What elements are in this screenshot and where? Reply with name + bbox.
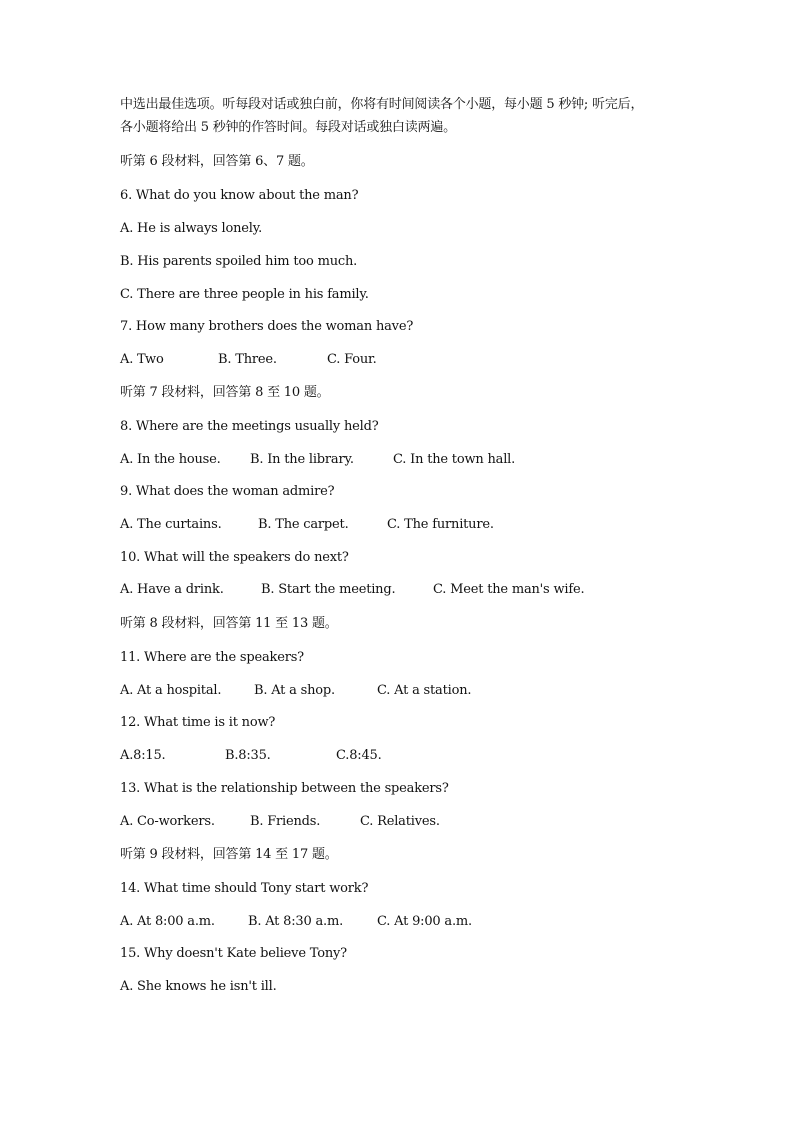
question-11-option-b: B. At a shop. xyxy=(254,683,335,698)
question-9-stem: 9. What does the woman admire? xyxy=(120,484,335,499)
question-10-stem: 10. What will the speakers do next? xyxy=(120,550,349,565)
question-8-option-a: A. In the house. xyxy=(120,452,221,467)
question-6-option-b: B. His parents spoiled him too much. xyxy=(120,254,358,269)
question-15-option-a: A. She knows he isn't ill. xyxy=(120,979,277,994)
question-14-option-a: A. At 8:00 a.m. xyxy=(120,914,215,929)
question-7-option-c: C. Four. xyxy=(327,352,377,367)
question-9-option-c: C. The furniture. xyxy=(387,517,494,532)
question-7-stem: 7. How many brothers does the woman have? xyxy=(120,319,414,334)
question-8-stem: 8. Where are the meetings usually held? xyxy=(120,419,379,434)
question-13-stem: 13. What is the relationship between the speakers? xyxy=(120,781,449,796)
question-11-option-c: C. At a station. xyxy=(377,683,472,698)
question-14-option-c: C. At 9:00 a.m. xyxy=(377,914,472,929)
question-13-option-c: C. Relatives. xyxy=(360,814,440,829)
question-12-stem: 12. What time is it now? xyxy=(120,715,276,730)
question-8-option-b: B. In the library. xyxy=(250,452,354,467)
question-10-option-b: B. Start the meeting. xyxy=(261,582,396,597)
question-11-option-a: A. At a hospital. xyxy=(120,683,222,698)
question-6-stem: 6. What do you know about the man? xyxy=(120,188,359,203)
question-15-stem: 15. Why doesn't Kate believe Tony? xyxy=(120,946,347,961)
question-12-option-c: C.8:45. xyxy=(336,748,382,763)
instructions-line-1: 中选出最佳选项。听每段对话或独白前，你将有时间阅读各个小题，每小题 5 秒钟; 听完后， xyxy=(120,97,644,112)
question-7-option-a: A. Two xyxy=(120,352,164,367)
question-14-stem: 14. What time should Tony start work? xyxy=(120,881,369,896)
question-9-option-a: A. The curtains. xyxy=(120,517,222,532)
question-12-option-a: A.8:15. xyxy=(120,748,166,763)
question-8-option-c: C. In the town hall. xyxy=(393,452,516,467)
question-10-option-c: C. Meet the man's wife. xyxy=(433,582,585,597)
instructions-line-2: 各小题将给出 5 秒钟的作答时间。每段对话或独白读两遍。 xyxy=(120,120,456,135)
question-9-option-b: B. The carpet. xyxy=(258,517,349,532)
question-11-stem: 11. Where are the speakers? xyxy=(120,650,304,665)
question-7-option-b: B. Three. xyxy=(218,352,277,367)
question-10-option-a: A. Have a drink. xyxy=(120,582,224,597)
question-6-option-a: A. He is always lonely. xyxy=(120,221,263,236)
question-13-option-a: A. Co-workers. xyxy=(120,814,215,829)
section-heading-8: 听第 8 段材料，回答第 11 至 13 题。 xyxy=(120,616,338,631)
section-heading-6: 听第 6 段材料，回答第 6、7 题。 xyxy=(120,154,314,169)
question-13-option-b: B. Friends. xyxy=(250,814,321,829)
question-6-option-c: C. There are three people in his family. xyxy=(120,287,369,302)
section-heading-7: 听第 7 段材料，回答第 8 至 10 题。 xyxy=(120,385,330,400)
section-heading-9: 听第 9 段材料，回答第 14 至 17 题。 xyxy=(120,847,338,862)
question-12-option-b: B.8:35. xyxy=(225,748,271,763)
question-14-option-b: B. At 8:30 a.m. xyxy=(248,914,344,929)
